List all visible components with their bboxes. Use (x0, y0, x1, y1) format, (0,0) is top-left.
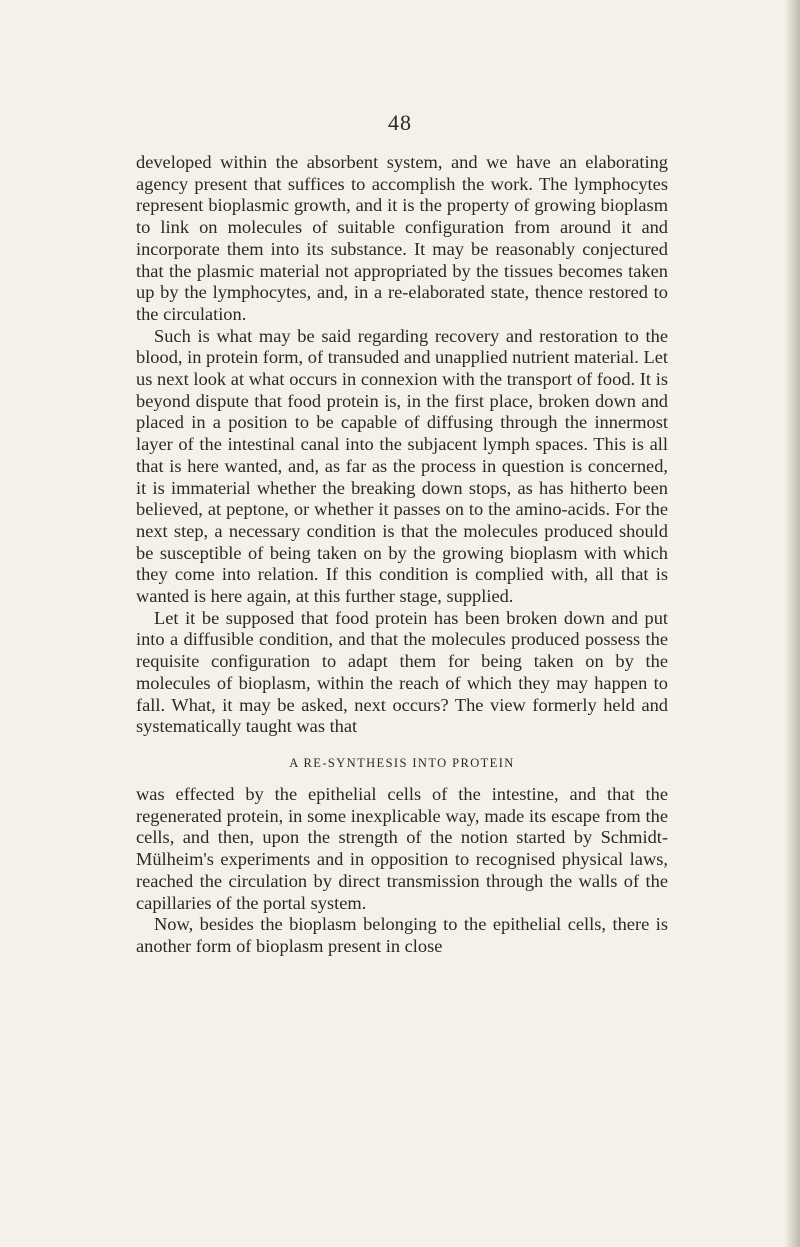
paragraph-bioplasm: Now, besides the bioplasm belonging to the epithelial cells, there is another form of bioplasm present in close (136, 914, 668, 956)
section-heading: A RE-SYNTHESIS INTO PROTEIN (289, 755, 515, 770)
paragraph-food-protein: Let it be supposed that food protein has been broken down and put into a diffusible condition, and that the molecules produced possess the requisite configuration to adapt them for being taken on by the molecules of bioplasm, within the reach of which they may happen to fall. What, it may be asked, next occurs? The view formerly held and systematically taught was that (136, 607, 668, 737)
page-number: 48 (388, 110, 412, 135)
paragraph-epithelial: was effected by the epithelial cells of the intestine, and that the regenerated protein, in some inexplicable way, made its escape from the cells, and then, upon the strength of the notion started by Schmidt-Mülheim's experiments and in opposition to recognised physical laws, reached the circulation by direct transmission through the walls of the capillaries of the portal system. (136, 783, 668, 913)
body-text (136, 152, 668, 958)
paragraph-continued: developed within the absorbent system, and we have an elaborating agency present that suffices to accomplish the work. The lymphocytes represent bioplasmic growth, and it is the property of growing bioplasm to link on molecules of suitable configuration from around it and incorporate them into its substance. It may be reasonably conjectured that the plasmic material not appropriated by the tissues becomes taken up by the lymphocytes, and, in a re-elaborated state, thence restored to the circulation. (136, 152, 668, 324)
page-edge-shadow (784, 0, 800, 1247)
paragraph-recovery: Such is what may be said regarding recovery and restoration to the blood, in protein form, of transuded and unapplied nutrient material. Let us next look at what occurs in connexion with the transport of food. It is beyond dispute that food protein is, in the first place, broken down and placed in a position to be capable of diffusing through the innermost layer of the intestinal canal into the subjacent lymph spaces. This is all that is here wanted, and, as far as the process in question is concerned, it is immaterial whether the breaking down stops, as has hitherto been believed, at peptone, or whether it passes on to the amino-acids. For the next step, a necessary condition is that the molecules produced should be susceptible of being taken on by the growing bioplasm with which they come into relation. If this condition is complied with, all that is wanted is here again, at this further stage, supplied. (136, 325, 668, 607)
